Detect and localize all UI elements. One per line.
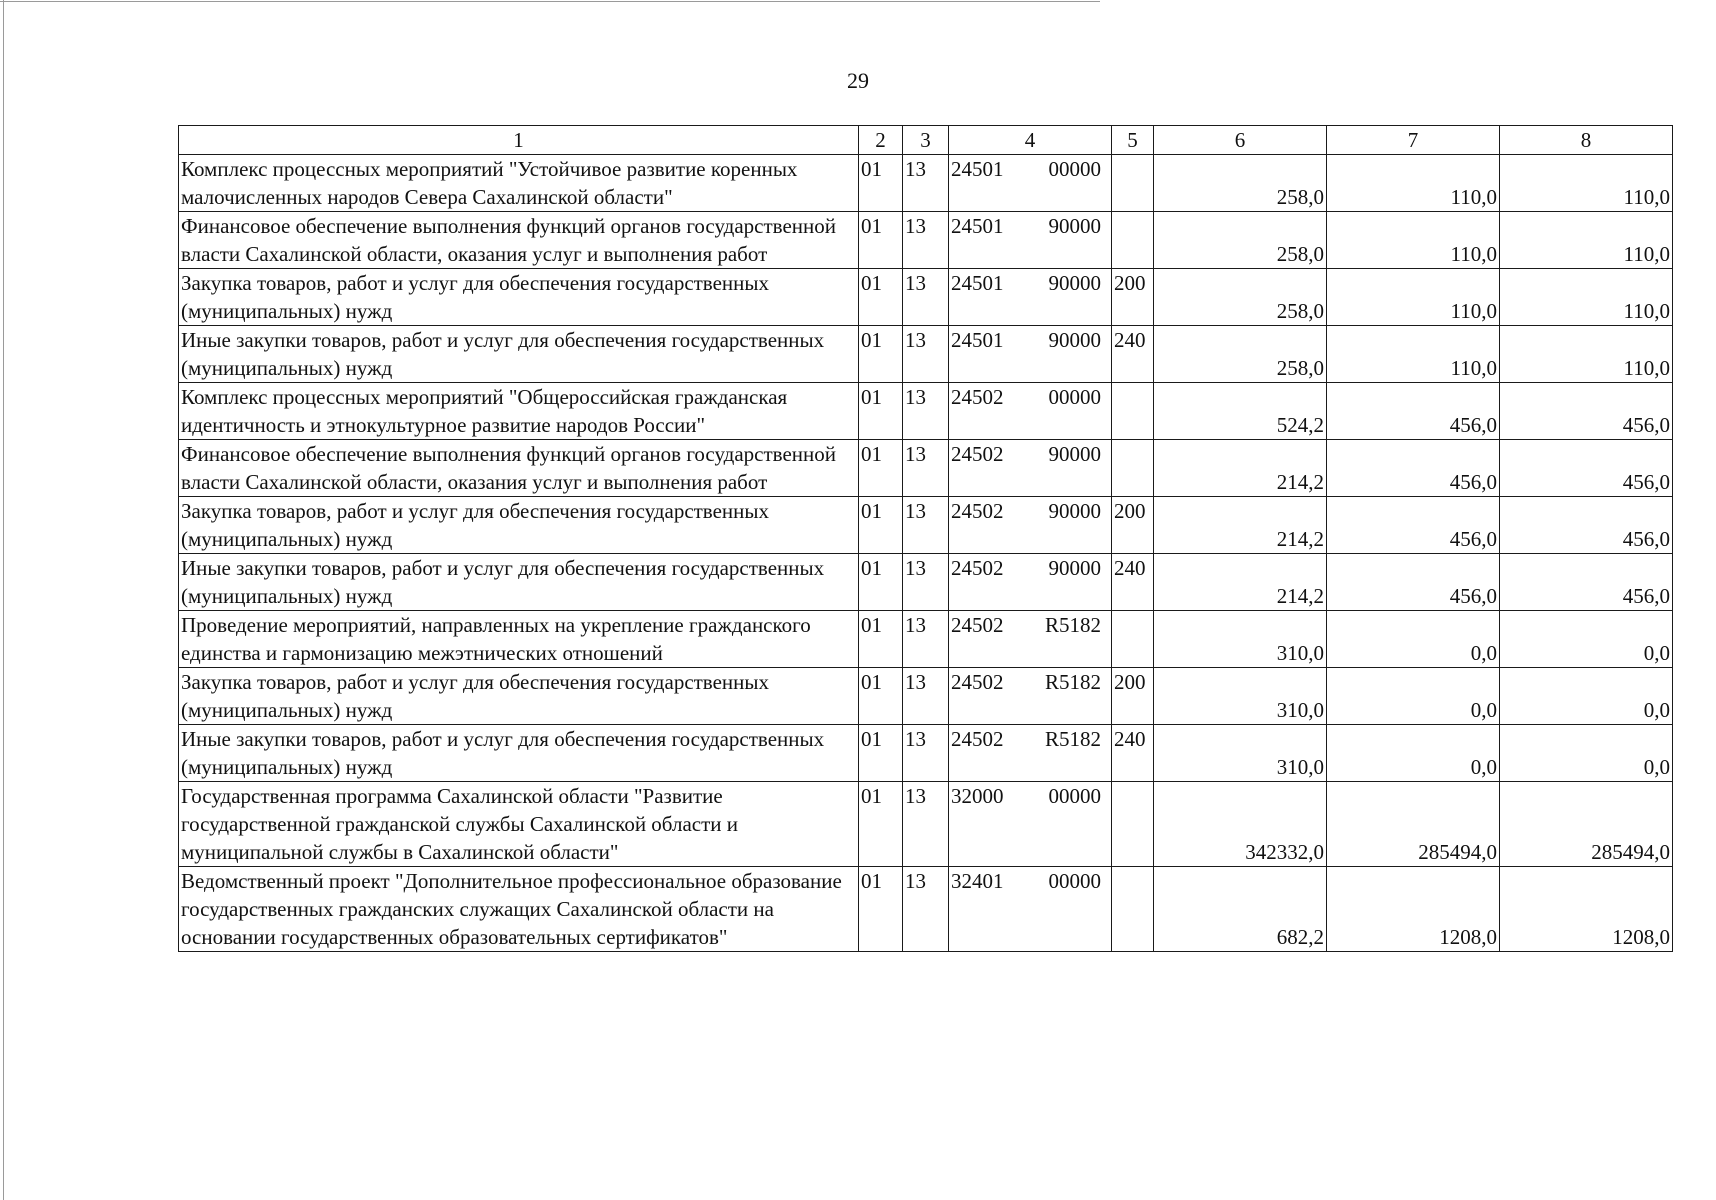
table-row — [179, 611, 1673, 668]
row-description: Проведение мероприятий, направленных на укрепление гражданского единства и гармонизацию межэтнических отношений — [179, 611, 859, 668]
section-code: 01 — [859, 782, 903, 867]
amount-col-6: 342332,0 — [1154, 782, 1327, 867]
subsection-code: 13 — [903, 611, 949, 668]
amount-col-6: 310,0 — [1154, 611, 1327, 668]
amount-col-6: 258,0 — [1154, 269, 1327, 326]
amount-col-7: 0,0 — [1327, 668, 1500, 725]
amount-col-7: 456,0 — [1327, 383, 1500, 440]
amount-col-7: 110,0 — [1327, 212, 1500, 269]
row-description: Закупка товаров, работ и услуг для обеспечения государственных (муниципальных) нужд — [179, 497, 859, 554]
scan-edge — [3, 0, 4, 1200]
amount-col-8: 110,0 — [1500, 326, 1673, 383]
program-code: 24502 — [951, 385, 1004, 409]
target-article-code — [949, 326, 1112, 383]
subsection-code: 13 — [903, 867, 949, 952]
amount-col-8: 456,0 — [1500, 383, 1673, 440]
expense-type-code: 240 — [1112, 554, 1154, 611]
column-header: 6 — [1154, 126, 1327, 155]
subsection-code: 13 — [903, 440, 949, 497]
table-body — [179, 126, 1673, 952]
amount-col-6: 258,0 — [1154, 155, 1327, 212]
target-article-code — [949, 212, 1112, 269]
section-code: 01 — [859, 212, 903, 269]
program-code: 24502 — [951, 613, 1004, 637]
program-code: 24502 — [951, 727, 1004, 751]
target-article-code — [949, 725, 1112, 782]
row-description: Иные закупки товаров, работ и услуг для обеспечения государственных (муниципальных) нужд — [179, 554, 859, 611]
subsection-code: 13 — [903, 782, 949, 867]
amount-col-6: 310,0 — [1154, 725, 1327, 782]
expense-type-code — [1112, 611, 1154, 668]
row-description: Финансовое обеспечение выполнения функций органов государственной власти Сахалинской области, оказания услуг и выполнения работ — [179, 440, 859, 497]
row-description: Финансовое обеспечение выполнения функций органов государственной власти Сахалинской области, оказания услуг и выполнения работ — [179, 212, 859, 269]
amount-col-7: 285494,0 — [1327, 782, 1500, 867]
table-row — [179, 554, 1673, 611]
direction-code: 90000 — [1048, 499, 1101, 523]
amount-col-8: 0,0 — [1500, 725, 1673, 782]
program-code: 24501 — [951, 271, 1004, 295]
target-article-code — [949, 155, 1112, 212]
expense-type-code — [1112, 155, 1154, 212]
subsection-code: 13 — [903, 269, 949, 326]
table-row — [179, 269, 1673, 326]
section-code: 01 — [859, 269, 903, 326]
section-code: 01 — [859, 155, 903, 212]
target-article-code — [949, 668, 1112, 725]
amount-col-6: 214,2 — [1154, 497, 1327, 554]
expense-type-code: 200 — [1112, 269, 1154, 326]
amount-col-8: 456,0 — [1500, 440, 1673, 497]
direction-code: 00000 — [1048, 784, 1101, 808]
amount-col-6: 524,2 — [1154, 383, 1327, 440]
subsection-code: 13 — [903, 383, 949, 440]
amount-col-6: 310,0 — [1154, 668, 1327, 725]
amount-col-8: 110,0 — [1500, 269, 1673, 326]
row-description: Иные закупки товаров, работ и услуг для обеспечения государственных (муниципальных) нужд — [179, 326, 859, 383]
subsection-code: 13 — [903, 326, 949, 383]
row-description: Комплекс процессных мероприятий "Устойчивое развитие коренных малочисленных народов Севера Сахалинской области" — [179, 155, 859, 212]
subsection-code: 13 — [903, 725, 949, 782]
section-code: 01 — [859, 326, 903, 383]
target-article-code — [949, 782, 1112, 867]
program-code: 32000 — [951, 784, 1004, 808]
row-description: Закупка товаров, работ и услуг для обеспечения государственных (муниципальных) нужд — [179, 668, 859, 725]
amount-col-7: 456,0 — [1327, 554, 1500, 611]
target-article-code — [949, 554, 1112, 611]
table-row — [179, 725, 1673, 782]
table-row — [179, 326, 1673, 383]
program-code: 24501 — [951, 328, 1004, 352]
target-article-code — [949, 269, 1112, 326]
direction-code: 00000 — [1048, 157, 1101, 181]
section-code: 01 — [859, 554, 903, 611]
column-header: 2 — [859, 126, 903, 155]
target-article-code — [949, 440, 1112, 497]
amount-col-7: 0,0 — [1327, 611, 1500, 668]
scan-edge — [0, 1, 1100, 2]
amount-col-7: 0,0 — [1327, 725, 1500, 782]
expense-type-code: 240 — [1112, 326, 1154, 383]
table-row — [179, 440, 1673, 497]
amount-col-7: 456,0 — [1327, 440, 1500, 497]
section-code: 01 — [859, 383, 903, 440]
program-code: 24502 — [951, 670, 1004, 694]
section-code: 01 — [859, 725, 903, 782]
target-article-code — [949, 497, 1112, 554]
target-article-code — [949, 383, 1112, 440]
direction-code: 00000 — [1048, 869, 1101, 893]
section-code: 01 — [859, 440, 903, 497]
expense-type-code — [1112, 867, 1154, 952]
column-header: 3 — [903, 126, 949, 155]
column-header: 1 — [179, 126, 859, 155]
direction-code: 90000 — [1048, 328, 1101, 352]
table-row — [179, 497, 1673, 554]
amount-col-6: 258,0 — [1154, 326, 1327, 383]
target-article-code — [949, 867, 1112, 952]
expense-type-code: 200 — [1112, 497, 1154, 554]
expense-type-code — [1112, 782, 1154, 867]
amount-col-6: 214,2 — [1154, 440, 1327, 497]
column-header: 4 — [949, 126, 1112, 155]
direction-code: 00000 — [1048, 385, 1101, 409]
section-code: 01 — [859, 668, 903, 725]
subsection-code: 13 — [903, 554, 949, 611]
subsection-code: 13 — [903, 497, 949, 554]
amount-col-6: 682,2 — [1154, 867, 1327, 952]
section-code: 01 — [859, 497, 903, 554]
column-header: 8 — [1500, 126, 1673, 155]
budget-table — [178, 125, 1673, 952]
amount-col-8: 0,0 — [1500, 668, 1673, 725]
row-description: Государственная программа Сахалинской области "Развитие государственной гражданской службы Сахалинской области и муниципальной службы в Сахалинской области" — [179, 782, 859, 867]
expense-type-code — [1112, 440, 1154, 497]
direction-code: 90000 — [1048, 442, 1101, 466]
amount-col-8: 0,0 — [1500, 611, 1673, 668]
direction-code: R5182 — [1044, 727, 1101, 751]
table-row — [179, 668, 1673, 725]
expense-type-code — [1112, 212, 1154, 269]
column-header: 5 — [1112, 126, 1154, 155]
amount-col-8: 456,0 — [1500, 554, 1673, 611]
direction-code: 90000 — [1048, 214, 1101, 238]
page-number: 29 — [847, 68, 869, 93]
row-description: Закупка товаров, работ и услуг для обеспечения государственных (муниципальных) нужд — [179, 269, 859, 326]
table-row — [179, 782, 1673, 867]
target-article-code — [949, 611, 1112, 668]
expense-type-code: 200 — [1112, 668, 1154, 725]
program-code: 32401 — [951, 869, 1004, 893]
amount-col-7: 110,0 — [1327, 326, 1500, 383]
amount-col-8: 285494,0 — [1500, 782, 1673, 867]
direction-code: R5182 — [1044, 613, 1101, 637]
program-code: 24502 — [951, 556, 1004, 580]
table-row — [179, 155, 1673, 212]
direction-code: 90000 — [1048, 556, 1101, 580]
amount-col-7: 456,0 — [1327, 497, 1500, 554]
subsection-code: 13 — [903, 212, 949, 269]
row-description: Ведомственный проект "Дополнительное профессиональное образование государственных гражданских служащих Сахалинской области на основании государственных образовательных сертификатов" — [179, 867, 859, 952]
amount-col-8: 1208,0 — [1500, 867, 1673, 952]
subsection-code: 13 — [903, 155, 949, 212]
subsection-code: 13 — [903, 668, 949, 725]
header-row — [179, 126, 1673, 155]
table-row — [179, 867, 1673, 952]
section-code: 01 — [859, 867, 903, 952]
program-code: 24501 — [951, 214, 1004, 238]
amount-col-6: 258,0 — [1154, 212, 1327, 269]
program-code: 24502 — [951, 499, 1004, 523]
expense-type-code: 240 — [1112, 725, 1154, 782]
table-row — [179, 383, 1673, 440]
amount-col-8: 456,0 — [1500, 497, 1673, 554]
amount-col-8: 110,0 — [1500, 212, 1673, 269]
program-code: 24502 — [951, 442, 1004, 466]
amount-col-7: 110,0 — [1327, 155, 1500, 212]
amount-col-7: 1208,0 — [1327, 867, 1500, 952]
direction-code: 90000 — [1048, 271, 1101, 295]
column-header: 7 — [1327, 126, 1500, 155]
row-description: Комплекс процессных мероприятий "Общероссийская гражданская идентичность и этнокультурное развитие народов России" — [179, 383, 859, 440]
row-description: Иные закупки товаров, работ и услуг для обеспечения государственных (муниципальных) нужд — [179, 725, 859, 782]
table-row — [179, 212, 1673, 269]
program-code: 24501 — [951, 157, 1004, 181]
amount-col-8: 110,0 — [1500, 155, 1673, 212]
direction-code: R5182 — [1044, 670, 1101, 694]
section-code: 01 — [859, 611, 903, 668]
amount-col-7: 110,0 — [1327, 269, 1500, 326]
amount-col-6: 214,2 — [1154, 554, 1327, 611]
expense-type-code — [1112, 383, 1154, 440]
